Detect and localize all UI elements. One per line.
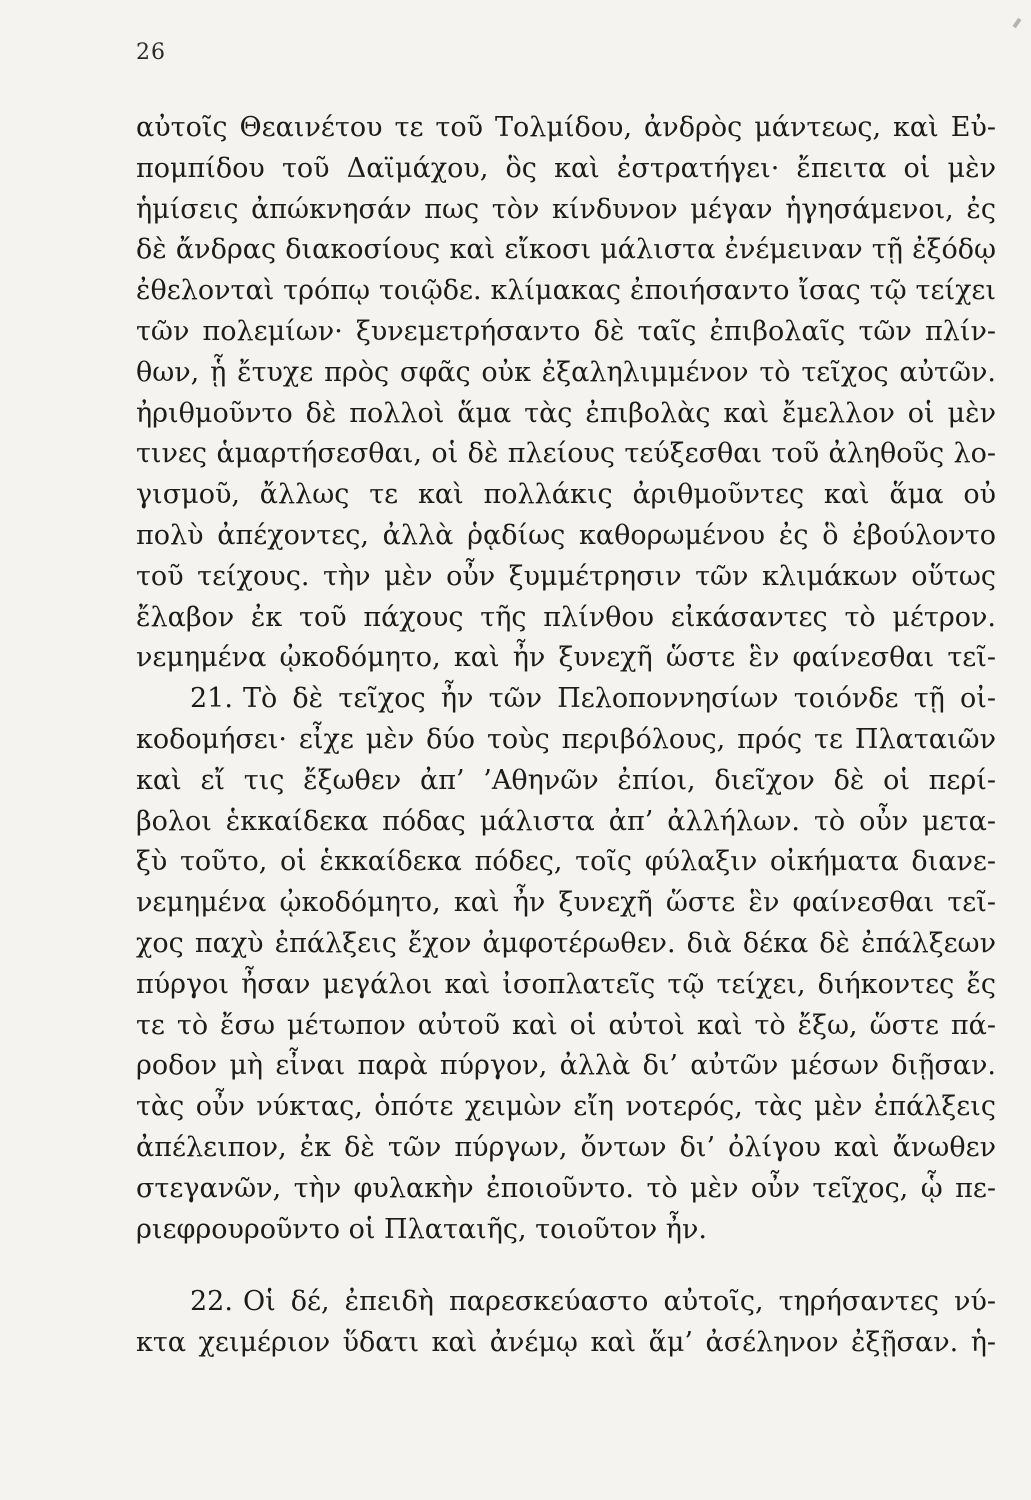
text-line: ξὺ τοῦτο, οἱ ἑκκαίδεκα πόδες, τοῖς φύλαξιν οἰκήματα διανε-: [136, 846, 996, 878]
text-line: ἡμίσεις ἀπώκνησάν πως τὸν κίνδυνον μέγαν ἡγησάμενοι, ἐς: [136, 193, 996, 225]
text-line: κτα χειμέριον ὕδατι καὶ ἀνέμῳ καὶ ἅμ’ ἀσέληνον ἐξῇσαν. ἡ-: [136, 1327, 996, 1359]
text-line: πομπίδου τοῦ Δαϊμάχου, ὃς καὶ ἐστρατήγει· ἔπειτα οἱ μὲν: [136, 152, 996, 184]
text-line: ροδον μὴ εἶναι παρὰ πύργον, ἀλλὰ δι’ αὐτῶν μέσων διῇσαν.: [136, 1050, 996, 1082]
text-line: ἀπέλειπον, ἐκ δὲ τῶν πύργων, ὄντων δι’ ὀλίγου καὶ ἄνωθεν: [136, 1131, 996, 1163]
text-line: βολοι ἑκκαίδεκα πόδας μάλιστα ἀπ’ ἀλλήλων. τὸ οὖν μετα-: [136, 805, 996, 837]
text-line: κοδομήσει· εἶχε μὲν δύο τοὺς περιβόλους, πρός τε Πλαταιῶν: [136, 723, 996, 755]
text-line: νεμημένα ᾠκοδόμητο, καὶ ἦν ξυνεχῆ ὥστε ἓν φαίνεσθαι τεῖ-: [136, 887, 996, 919]
text-line: γισμοῦ, ἄλλως τε καὶ πολλάκις ἀριθμοῦντες καὶ ἅμα οὐ: [136, 479, 996, 511]
text-line: πολὺ ἀπέχοντες, ἀλλὰ ῥᾳδίως καθορωμένου ἐς ὃ ἐβούλοντο: [136, 519, 996, 551]
section-number: 22.: [190, 1286, 233, 1318]
text-line: τινες ἁμαρτήσεσθαι, οἱ δὲ πλείους τεύξεσθαι τοῦ ἀληθοῦς λο-: [136, 438, 996, 470]
section-22: [136, 1282, 996, 1364]
section-number: 21.: [190, 683, 233, 715]
text-line: στεγανῶν, τὴν φυλακὴν ἐποιοῦντο. τὸ μὲν οὖν τεῖχος, ᾧ πε-: [136, 1172, 996, 1204]
text-line: ἔλαβον ἐκ τοῦ πάχους τῆς πλίνθου εἰκάσαντες τὸ μέτρον.: [136, 601, 996, 633]
text-line: ἐθελονταὶ τρόπῳ τοιῷδε. κλίμακας ἐποιήσαντο ἴσας τῷ τείχει: [136, 275, 996, 307]
text-line: νεμημένα ᾠκοδόμητο, καὶ ἦν ξυνεχῆ ὥστε ἓν φαίνεσθαι τεῖ-: [136, 642, 996, 674]
page-number: 26: [136, 40, 166, 65]
text-line: τὰς οὖν νύκτας, ὁπότε χειμὼν εἴη νοτερός, τὰς μὲν ἐπάλξεις: [136, 1091, 996, 1123]
text-line: πύργοι ἦσαν μεγάλοι καὶ ἰσοπλατεῖς τῷ τείχει, διήκοντες ἔς: [136, 968, 996, 1000]
page-mark: [1012, 18, 1021, 28]
paragraph-continuation: [136, 108, 996, 679]
text-line: θων, ᾗ ἔτυχε πρὸς σφᾶς οὐκ ἐξαληλιμμένον τὸ τεῖχος αὐτῶν.: [136, 356, 996, 388]
section-first-line: [136, 1282, 996, 1323]
section-first-line: [136, 679, 996, 720]
text-line: τῶν πολεμίων· ξυνεμετρήσαντο δὲ ταῖς ἐπιβολαῖς τῶν πλίν-: [136, 315, 996, 347]
text-line: ριεφρουροῦντο οἱ Πλαταιῆς, τοιοῦτον ἦν.: [136, 1213, 707, 1245]
section-21: [136, 679, 996, 1250]
text-line: καὶ εἴ τις ἔξωθεν ἀπ’ ’Αθηνῶν ἐπίοι, διεῖχον δὲ οἱ περί-: [136, 764, 996, 796]
section-first-line-text: Τὸ δὲ τεῖχος ἦν τῶν Πελοποννησίων τοιόνδε τῇ οἰ-: [242, 683, 996, 715]
text-line: χος παχὺ ἐπάλξεις ἔχον ἀμφοτέρωθεν. διὰ δέκα δὲ ἐπάλξεων: [136, 927, 996, 959]
text-line: αὐτοῖς Θεαινέτου τε τοῦ Τολμίδου, ἀνδρὸς μάντεως, καὶ Εὐ-: [136, 112, 996, 143]
section-first-line-text: Οἱ δέ, ἐπειδὴ παρεσκεύαστο αὐτοῖς, τηρήσαντες νύ-: [242, 1286, 996, 1318]
text-line: δὲ ἄνδρας διακοσίους καὶ εἴκοσι μάλιστα ἐνέμειναν τῇ ἐξόδῳ: [136, 234, 996, 266]
body-text: [136, 108, 996, 1364]
text-line: ἠριθμοῦντο δὲ πολλοὶ ἅμα τὰς ἐπιβολὰς καὶ ἔμελλον οἱ μὲν: [136, 397, 996, 429]
text-line: τε τὸ ἔσω μέτωπον αὐτοῦ καὶ οἱ αὐτοὶ καὶ τὸ ἔξω, ὥστε πά-: [136, 1009, 996, 1041]
section-gap: [136, 1250, 996, 1282]
text-line: τοῦ τείχους. τὴν μὲν οὖν ξυμμέτρησιν τῶν κλιμάκων οὕτως: [136, 560, 996, 592]
